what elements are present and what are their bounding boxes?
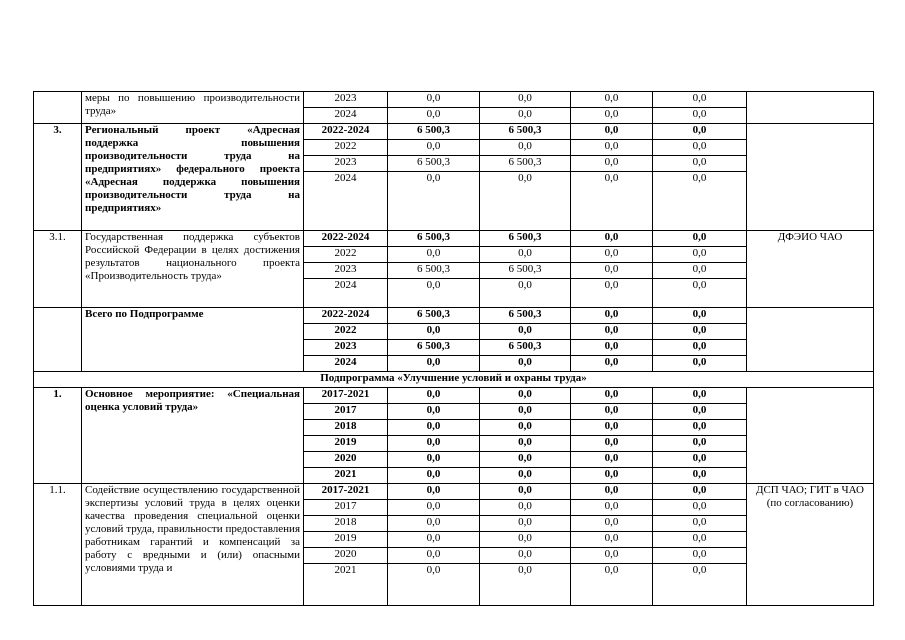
value-cell: 0,0 <box>388 279 480 308</box>
executor-cell <box>747 92 874 124</box>
year-cell: 2020 <box>304 548 388 564</box>
year-cell: 2024 <box>304 279 388 308</box>
value-cell: 0,0 <box>480 420 571 436</box>
value-cell: 6 500,3 <box>388 263 480 279</box>
row-number-cell: 1.1. <box>34 484 82 606</box>
value-cell: 0,0 <box>571 340 653 356</box>
value-cell: 0,0 <box>480 436 571 452</box>
year-cell: 2023 <box>304 340 388 356</box>
value-cell: 0,0 <box>388 500 480 516</box>
subprogram-title: Подпрограмма «Улучшение условий и охраны труда» <box>34 372 874 388</box>
year-cell: 2022-2024 <box>304 308 388 324</box>
value-cell: 0,0 <box>388 356 480 372</box>
value-cell: 6 500,3 <box>388 156 480 172</box>
value-cell: 0,0 <box>653 484 747 500</box>
year-cell: 2017 <box>304 500 388 516</box>
year-cell: 2024 <box>304 356 388 372</box>
value-cell: 0,0 <box>571 263 653 279</box>
table-row <box>34 484 874 500</box>
value-cell: 0,0 <box>653 436 747 452</box>
value-cell: 0,0 <box>571 156 653 172</box>
value-cell: 0,0 <box>653 247 747 263</box>
value-cell: 0,0 <box>653 324 747 340</box>
value-cell: 0,0 <box>480 356 571 372</box>
executor-cell: ДФЭИО ЧАО <box>747 231 874 308</box>
value-cell: 0,0 <box>653 356 747 372</box>
value-cell: 0,0 <box>480 548 571 564</box>
value-cell: 0,0 <box>571 108 653 124</box>
value-cell: 6 500,3 <box>480 308 571 324</box>
year-cell: 2023 <box>304 263 388 279</box>
value-cell: 6 500,3 <box>388 308 480 324</box>
value-cell: 6 500,3 <box>480 231 571 247</box>
value-cell: 0,0 <box>571 548 653 564</box>
value-cell: 0,0 <box>388 532 480 548</box>
value-cell: 0,0 <box>571 279 653 308</box>
value-cell: 0,0 <box>480 140 571 156</box>
row-number-cell: 1. <box>34 388 82 484</box>
value-cell: 0,0 <box>388 388 480 404</box>
value-cell: 0,0 <box>571 420 653 436</box>
row-number-cell <box>34 92 82 124</box>
value-cell: 0,0 <box>653 452 747 468</box>
year-cell: 2021 <box>304 468 388 484</box>
value-cell: 0,0 <box>653 108 747 124</box>
measure-name-cell: Государственная поддержка субъектов Российской Федерации в целях достижения результатов национального проекта «Производительность труда» <box>82 231 304 308</box>
year-cell: 2021 <box>304 564 388 606</box>
value-cell: 0,0 <box>653 263 747 279</box>
year-cell: 2017-2021 <box>304 388 388 404</box>
executor-cell <box>747 124 874 231</box>
year-cell: 2020 <box>304 452 388 468</box>
value-cell: 0,0 <box>653 532 747 548</box>
table-row <box>34 231 874 247</box>
value-cell: 0,0 <box>571 324 653 340</box>
executor-cell <box>747 388 874 484</box>
value-cell: 0,0 <box>653 124 747 140</box>
value-cell: 0,0 <box>653 404 747 420</box>
value-cell: 0,0 <box>571 532 653 548</box>
value-cell: 0,0 <box>480 468 571 484</box>
value-cell: 0,0 <box>480 388 571 404</box>
value-cell: 0,0 <box>653 500 747 516</box>
value-cell: 0,0 <box>653 340 747 356</box>
value-cell: 6 500,3 <box>480 124 571 140</box>
value-cell: 0,0 <box>571 516 653 532</box>
value-cell: 0,0 <box>480 247 571 263</box>
value-cell: 0,0 <box>388 484 480 500</box>
value-cell: 0,0 <box>480 324 571 340</box>
value-cell: 0,0 <box>571 308 653 324</box>
year-cell: 2019 <box>304 532 388 548</box>
value-cell: 0,0 <box>480 564 571 606</box>
value-cell: 0,0 <box>653 231 747 247</box>
value-cell: 0,0 <box>571 436 653 452</box>
value-cell: 0,0 <box>653 420 747 436</box>
value-cell: 0,0 <box>388 548 480 564</box>
year-cell: 2018 <box>304 420 388 436</box>
value-cell: 0,0 <box>388 140 480 156</box>
value-cell: 0,0 <box>653 564 747 606</box>
value-cell: 0,0 <box>388 452 480 468</box>
value-cell: 6 500,3 <box>388 124 480 140</box>
value-cell: 0,0 <box>388 516 480 532</box>
measure-name-cell: меры по повышению производительности труда» <box>82 92 304 124</box>
executor-cell <box>747 308 874 372</box>
year-cell: 2017 <box>304 404 388 420</box>
value-cell: 0,0 <box>571 92 653 108</box>
value-cell: 0,0 <box>388 108 480 124</box>
value-cell: 0,0 <box>653 92 747 108</box>
measure-name-cell: Региональный проект «Адресная поддержка повышения производительности труда на предприятиях» федерального проекта «Адресная поддержка повышения производительности труда на предприятиях» <box>82 124 304 231</box>
value-cell: 0,0 <box>571 140 653 156</box>
value-cell: 0,0 <box>480 516 571 532</box>
value-cell: 0,0 <box>571 468 653 484</box>
value-cell: 0,0 <box>571 500 653 516</box>
value-cell: 6 500,3 <box>480 340 571 356</box>
value-cell: 0,0 <box>571 452 653 468</box>
value-cell: 0,0 <box>571 247 653 263</box>
value-cell: 0,0 <box>653 140 747 156</box>
value-cell: 0,0 <box>388 172 480 231</box>
value-cell: 0,0 <box>480 532 571 548</box>
value-cell: 0,0 <box>653 279 747 308</box>
total-label-cell: Всего по Подпрограмме <box>82 308 304 372</box>
value-cell: 0,0 <box>480 172 571 231</box>
value-cell: 0,0 <box>653 172 747 231</box>
table-row <box>34 124 874 140</box>
value-cell: 6 500,3 <box>480 156 571 172</box>
year-cell: 2022 <box>304 324 388 340</box>
table-row <box>34 388 874 404</box>
measure-name-cell: Содействие осуществлению государственной экспертизы условий труда в целях оценки качества проведения специальной оценки условий труда, правильности предоставления работникам гарантий и компенсаций за работу с вредными и (или) опасными условиями труда и <box>82 484 304 606</box>
year-cell: 2018 <box>304 516 388 532</box>
value-cell: 0,0 <box>571 356 653 372</box>
value-cell: 0,0 <box>571 231 653 247</box>
value-cell: 0,0 <box>653 548 747 564</box>
budget-table <box>33 91 874 606</box>
value-cell: 0,0 <box>653 156 747 172</box>
value-cell: 0,0 <box>480 404 571 420</box>
year-cell: 2022-2024 <box>304 231 388 247</box>
year-cell: 2024 <box>304 108 388 124</box>
value-cell: 0,0 <box>388 247 480 263</box>
year-cell: 2019 <box>304 436 388 452</box>
year-cell: 2024 <box>304 172 388 231</box>
value-cell: 0,0 <box>388 404 480 420</box>
value-cell: 0,0 <box>480 452 571 468</box>
value-cell: 0,0 <box>653 516 747 532</box>
value-cell: 0,0 <box>480 108 571 124</box>
year-cell: 2017-2021 <box>304 484 388 500</box>
value-cell: 0,0 <box>480 484 571 500</box>
executor-cell: ДСП ЧАО; ГИТ в ЧАО (по согласованию) <box>747 484 874 606</box>
year-cell: 2023 <box>304 156 388 172</box>
year-cell: 2023 <box>304 92 388 108</box>
row-number-cell <box>34 308 82 372</box>
value-cell: 0,0 <box>571 388 653 404</box>
measure-name-cell: Основное мероприятие: «Специальная оценка условий труда» <box>82 388 304 484</box>
value-cell: 0,0 <box>653 468 747 484</box>
row-number-cell: 3.1. <box>34 231 82 308</box>
table-row <box>34 372 874 388</box>
value-cell: 0,0 <box>571 484 653 500</box>
value-cell: 0,0 <box>388 324 480 340</box>
value-cell: 0,0 <box>480 279 571 308</box>
value-cell: 0,0 <box>388 92 480 108</box>
year-cell: 2022-2024 <box>304 124 388 140</box>
year-cell: 2022 <box>304 140 388 156</box>
value-cell: 6 500,3 <box>388 340 480 356</box>
value-cell: 0,0 <box>571 172 653 231</box>
value-cell: 0,0 <box>653 388 747 404</box>
value-cell: 0,0 <box>480 92 571 108</box>
value-cell: 0,0 <box>571 124 653 140</box>
value-cell: 0,0 <box>653 308 747 324</box>
year-cell: 2022 <box>304 247 388 263</box>
value-cell: 0,0 <box>571 564 653 606</box>
value-cell: 6 500,3 <box>388 231 480 247</box>
value-cell: 0,0 <box>480 500 571 516</box>
value-cell: 0,0 <box>571 404 653 420</box>
value-cell: 0,0 <box>388 564 480 606</box>
table-row <box>34 92 874 108</box>
table-row <box>34 308 874 324</box>
value-cell: 0,0 <box>388 436 480 452</box>
value-cell: 6 500,3 <box>480 263 571 279</box>
value-cell: 0,0 <box>388 420 480 436</box>
value-cell: 0,0 <box>388 468 480 484</box>
row-number-cell: 3. <box>34 124 82 231</box>
